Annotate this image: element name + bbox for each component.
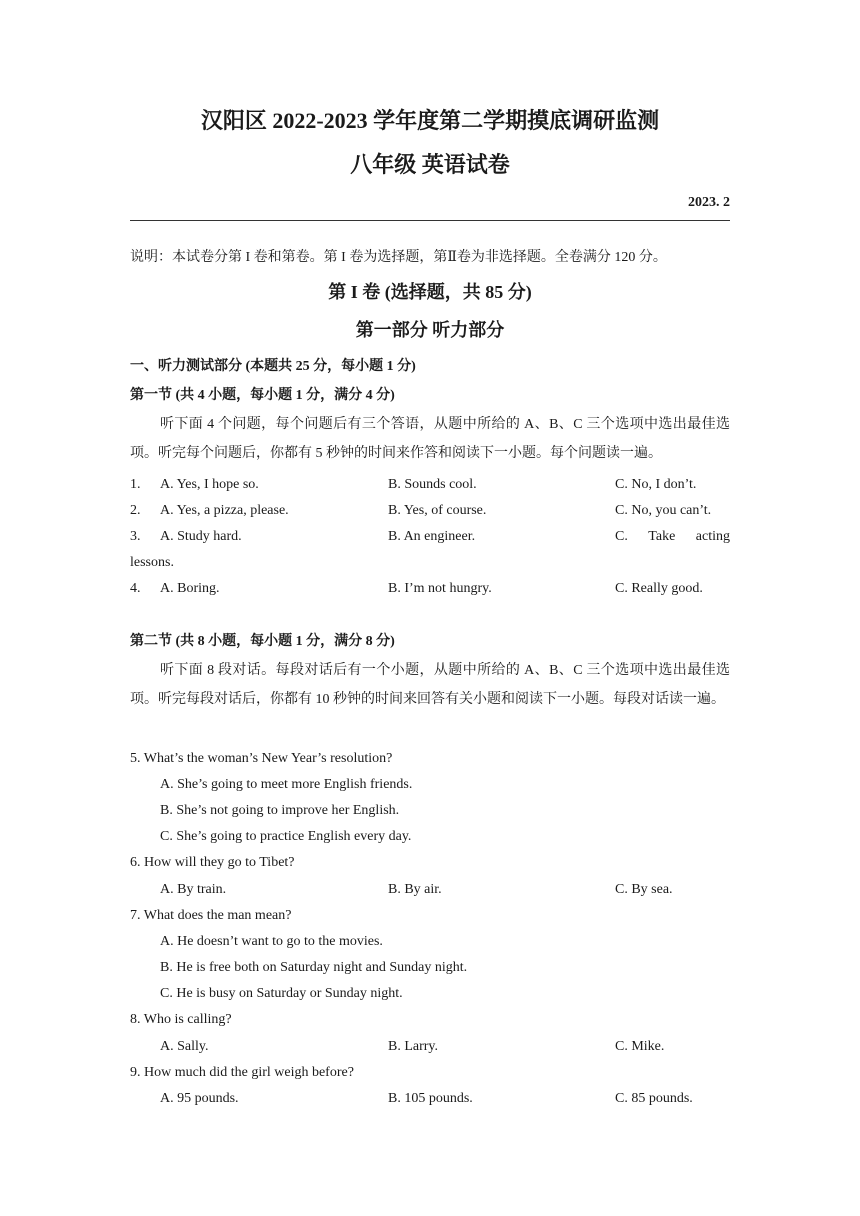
question-stem: 6. How will they go to Tibet? <box>130 855 295 870</box>
option-b: B. He is free both on Saturday night and Sunday night. <box>160 960 468 975</box>
option-a: A. Sally. <box>160 1039 209 1054</box>
option-c-letter: C. <box>615 529 628 544</box>
option-a: A. By train. <box>160 882 227 897</box>
option-a: A. Boring. <box>160 581 220 596</box>
exam-subtitle: 八年级 英语试卷 <box>350 152 510 177</box>
question-stem: 5. What’s the woman’s New Year’s resolution? <box>130 751 393 766</box>
question-stem: 8. Who is calling? <box>130 1012 232 1027</box>
exam-title: 汉阳区 2022-2023 学年度第二学期摸底调研监测 <box>200 108 660 133</box>
section-listening-heading: 一、听力测试部分 (本题共 25 分，每小题 1 分) <box>130 359 416 374</box>
option-c-word: acting <box>695 529 730 544</box>
option-c: C. By sea. <box>615 882 673 897</box>
option-a: A. Yes, a pizza, please. <box>160 503 289 518</box>
question-number: 3. <box>130 529 141 544</box>
option-c-word: Take <box>648 529 676 544</box>
option-c: C. He is busy on Saturday or Sunday night. <box>160 986 403 1001</box>
volume-title: 第 I 卷 (选择题，共 85 分) <box>328 282 532 302</box>
exam-intro: 说明：本试卷分第 I 卷和第卷。第 I 卷为选择题，第Ⅱ卷为非选择题。全卷满分 120 分。 <box>130 250 667 265</box>
section1-heading: 第一节 (共 4 小题，每小题 1 分，满分 4 分) <box>130 388 395 403</box>
question-number: 1. <box>130 477 141 492</box>
exam-date: 2023. 2 <box>688 195 730 210</box>
option-b: B. I’m not hungry. <box>388 581 492 596</box>
option-a: A. Study hard. <box>160 529 242 544</box>
option-b: B. Larry. <box>388 1039 439 1054</box>
option-a: A. 95 pounds. <box>160 1091 239 1106</box>
option-b: B. Sounds cool. <box>388 477 477 492</box>
option-c: C. 85 pounds. <box>615 1091 693 1106</box>
question-stem: 9. How much did the girl weigh before? <box>130 1065 354 1080</box>
option-a: A. She’s going to meet more English friends. <box>160 777 413 792</box>
question-stem: 7. What does the man mean? <box>130 908 292 923</box>
option-c <box>615 528 730 546</box>
option-a: A. He doesn’t want to go to the movies. <box>160 934 383 949</box>
option-c: C. Really good. <box>615 581 703 596</box>
option-c: C. Mike. <box>615 1039 665 1054</box>
option-b: B. She’s not going to improve her English. <box>160 803 400 818</box>
option-b: B. Yes, of course. <box>388 503 487 518</box>
option-c-continuation: lessons. <box>130 555 174 570</box>
option-c: C. No, you can’t. <box>615 503 712 518</box>
option-b: B. An engineer. <box>388 529 476 544</box>
option-b: B. By air. <box>388 882 442 897</box>
option-a: A. Yes, I hope so. <box>160 477 259 492</box>
header-divider <box>130 220 730 221</box>
question-number: 4. <box>130 581 141 596</box>
question-number: 2. <box>130 503 141 518</box>
option-c: C. No, I don’t. <box>615 477 697 492</box>
section2-heading: 第二节 (共 8 小题，每小题 1 分，满分 8 分) <box>130 634 395 649</box>
part-title: 第一部分 听力部分 <box>355 320 505 340</box>
section1-instructions: 听下面 4 个问题，每个问题后有三个答语，从题中所给的 A、B、C 三个选项中选出最佳选项。听完每个问题后，你都有 5 秒钟的时间来作答和阅读下一小题。每个问题读一遍。 <box>130 417 730 461</box>
option-b: B. 105 pounds. <box>388 1091 473 1106</box>
option-c: C. She’s going to practice English every day. <box>160 829 412 844</box>
section2-instructions: 听下面 8 段对话。每段对话后有一个小题，从题中所给的 A、B、C 三个选项中选出最佳选项。听完每段对话后，你都有 10 秒钟的时间来回答有关小题和阅读下一小题。每段对话读一遍。 <box>130 663 730 707</box>
